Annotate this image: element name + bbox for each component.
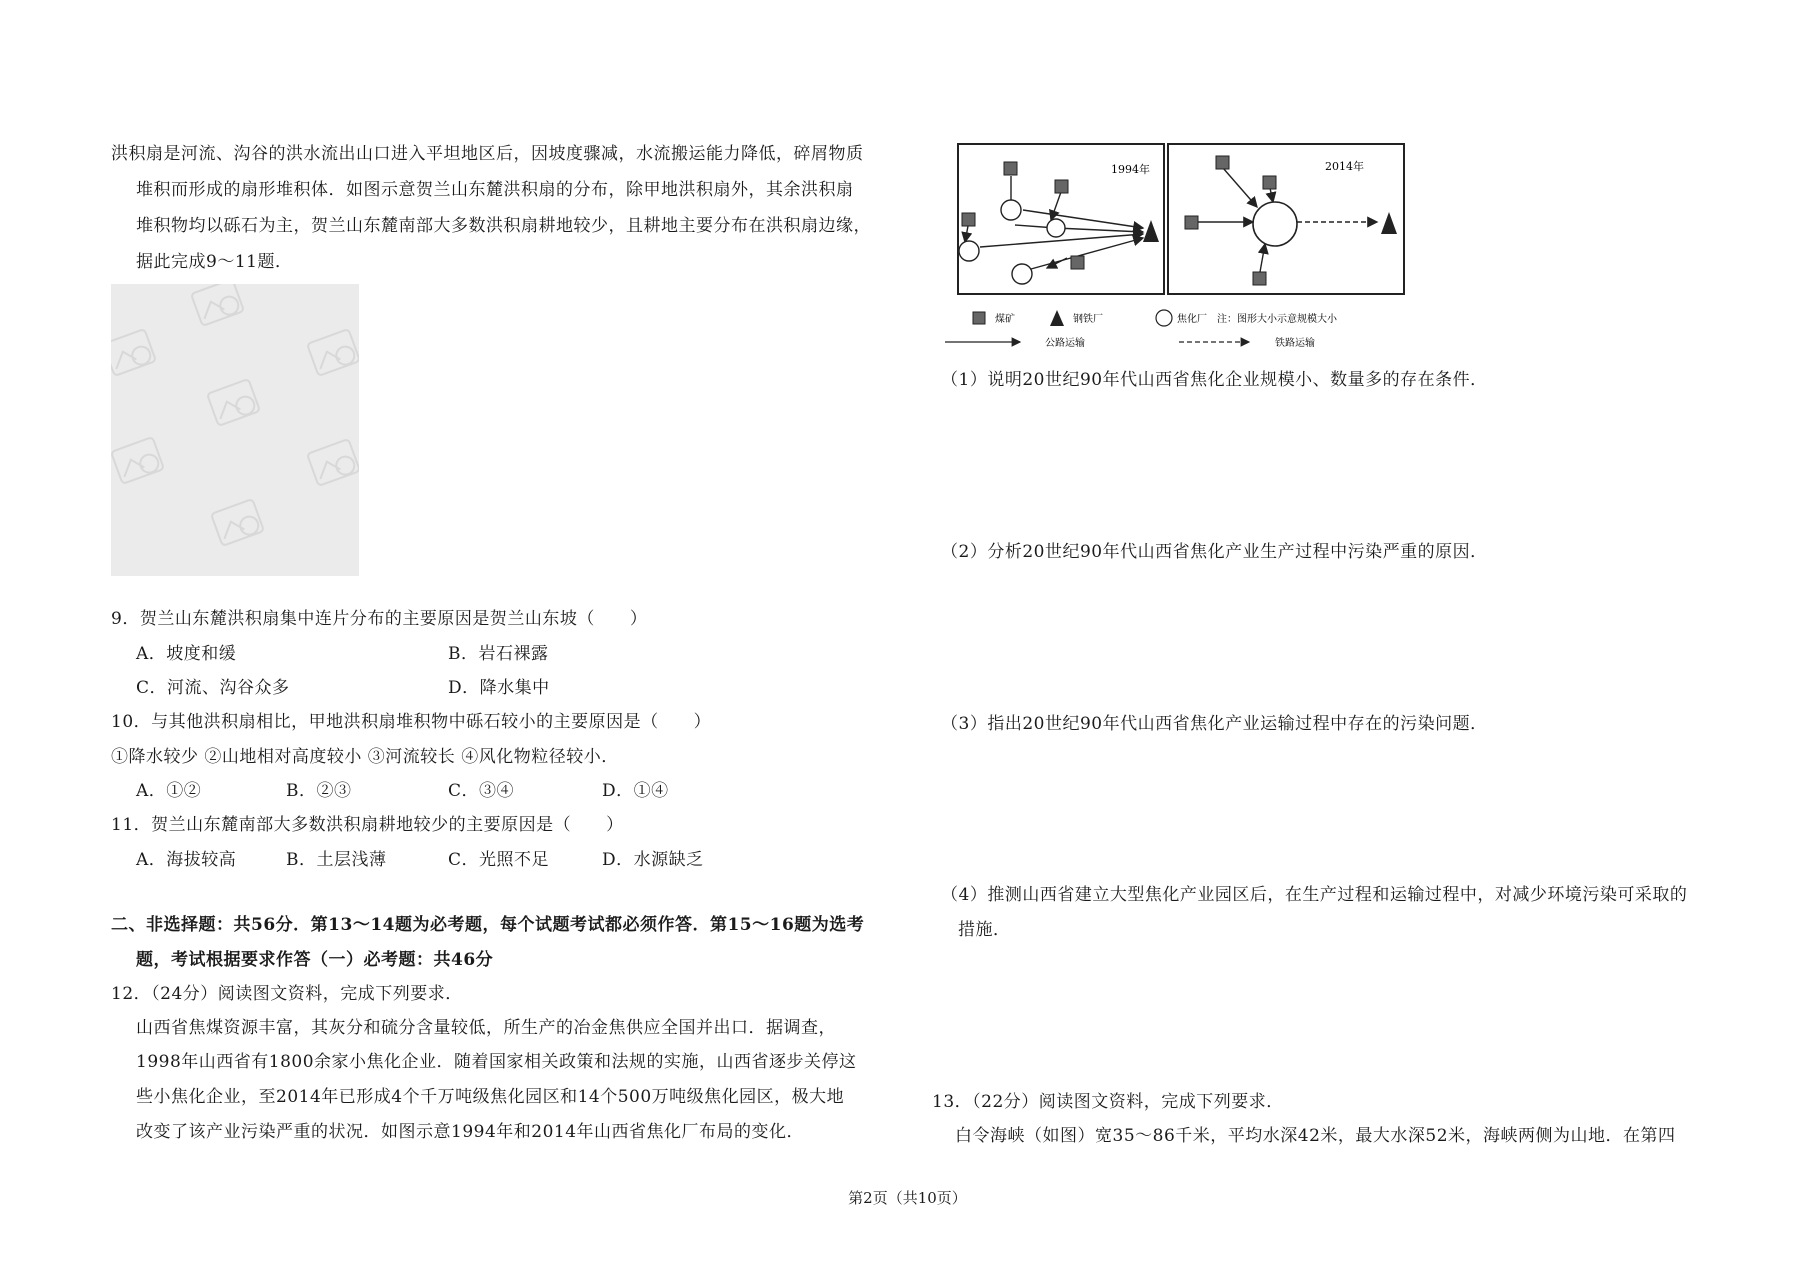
intro-line-2: 堆积而形成的扇形堆积体．如图示意贺兰山东麓洪积扇的分布，除甲地洪积扇外，其余洪积扇 <box>136 180 854 200</box>
q9-stem: 9．贺兰山东麓洪积扇集中连片分布的主要原因是贺兰山东坡（ ） <box>111 609 648 629</box>
legend-rail-label: 铁路运输 <box>1275 338 1315 349</box>
q12-text-line-4: 改变了该产业污染严重的状况．如图示意1994年和2014年山西省焦化厂布局的变化． <box>136 1122 805 1142</box>
q12-sub4-line-1: （4）推测山西省建立大型焦化产业园区后，在生产过程和运输过程中，对减少环境污染可采取的 <box>941 885 1688 905</box>
panel-2014-year: 2014年 <box>1325 160 1364 173</box>
q9-option-c: C．河流、沟谷众多 <box>136 678 290 698</box>
road-arrow <box>965 226 968 242</box>
road-arrow <box>1056 228 1143 232</box>
q12-text-line-1: 山西省焦煤资源丰富，其灰分和硫分含量较低，所生产的冶金焦供应全国并出口．据调查， <box>136 1018 836 1038</box>
coking-plant-icon <box>1047 219 1065 237</box>
road-arrow <box>1023 210 1143 228</box>
steel-plant-icon <box>1381 212 1397 234</box>
q9-option-d: D．降水集中 <box>448 678 550 698</box>
coal-mine-icon <box>1004 162 1017 175</box>
q10-stem: 10．与其他洪积扇相比，甲地洪积扇堆积物中砾石较小的主要原因是（ ） <box>111 712 712 732</box>
coking-plant-icon <box>1001 200 1021 220</box>
coking-park-icon <box>1253 202 1297 246</box>
legend-road-label: 公路运输 <box>1045 338 1085 349</box>
q12-text-line-2: 1998年山西省有1800余家小焦化企业．随着国家相关政策和法规的实施，山西省逐步关停这 <box>136 1052 857 1072</box>
coal-mine-icon <box>1216 156 1229 169</box>
legend-coal-label: 煤矿 <box>995 314 1015 325</box>
q10-option-a: A．①② <box>136 781 202 801</box>
coal-mine-icon <box>1185 216 1198 229</box>
coal-mine-icon <box>1253 272 1266 285</box>
panel-1994-year: 1994年 <box>1111 163 1150 176</box>
image-placeholder-icon <box>111 284 359 576</box>
coal-mine-icon <box>1263 176 1276 189</box>
q12-sub4-line-2: 措施． <box>958 920 1011 940</box>
legend-coking-label: 焦化厂 <box>1177 314 1207 325</box>
q11-stem: 11．贺兰山东麓南部大多数洪积扇耕地较少的主要原因是（ ） <box>111 815 624 835</box>
legend-note: 注：图形大小示意规模大小 <box>1217 314 1337 325</box>
road-arrow <box>1260 244 1265 272</box>
page-footer: 第2页（共10页） <box>848 1189 967 1207</box>
q9-option-b: B．岩石裸露 <box>448 644 549 664</box>
coking-plant-icon <box>1012 264 1032 284</box>
coal-mine-icon <box>1071 256 1084 269</box>
intro-line-1: 洪积扇是河流、沟谷的洪水流出山口进入平坦地区后，因坡度骤减，水流搬运能力降低，碎屑物质 <box>111 144 864 164</box>
road-arrow <box>1031 238 1143 269</box>
road-arrow <box>1047 258 1067 268</box>
legend-steel-label: 钢铁厂 <box>1073 314 1103 325</box>
q9-option-a: A．坡度和缓 <box>136 644 237 664</box>
coking-layout-figure <box>935 140 1430 350</box>
image-placeholder <box>111 284 359 576</box>
steel-plant-icon <box>1143 220 1159 242</box>
q12-stem: 12．（24分）阅读图文资料，完成下列要求． <box>111 984 463 1004</box>
legend-coking-icon <box>1156 310 1172 326</box>
q11-option-d: D．水源缺乏 <box>602 850 704 870</box>
q10-option-d: D．①④ <box>602 781 669 801</box>
road-arrow <box>1223 168 1257 207</box>
q11-option-c: C．光照不足 <box>448 850 550 870</box>
legend-steel-icon <box>1050 310 1064 326</box>
section2-heading-line-2: 题，考试根据要求作答（一）必考题：共46分 <box>136 950 494 970</box>
coal-mine-icon <box>1055 180 1068 193</box>
q12-sub3: （3）指出20世纪90年代山西省焦化产业运输过程中存在的污染问题． <box>941 714 1488 734</box>
q12-sub1: （1）说明20世纪90年代山西省焦化企业规模小、数量多的存在条件． <box>941 370 1488 390</box>
q10-option-c: C．③④ <box>448 781 515 801</box>
intro-line-4: 据此完成9～11题． <box>136 252 293 272</box>
q10-choices: ①降水较少 ②山地相对高度较小 ③河流较长 ④风化物粒径较小． <box>111 747 619 767</box>
q11-option-b: B．土层浅薄 <box>286 850 387 870</box>
legend-coal-icon <box>973 312 985 324</box>
section2-heading-line-1: 二、非选择题：共56分．第13～14题为必考题，每个试题考试都必须作答．第15～16题为选考 <box>111 915 865 935</box>
q12-text-line-3: 些小焦化企业，至2014年已形成4个千万吨级焦化园区和14个500万吨级焦化园区，极大地 <box>136 1087 845 1107</box>
q13-text-line-1: 白令海峡（如图）宽35～86千米，平均水深42米，最大水深52米，海峡两侧为山地．在第四 <box>955 1126 1676 1146</box>
coking-plant-icon <box>959 241 979 261</box>
q13-stem: 13．（22分）阅读图文资料，完成下列要求． <box>932 1092 1284 1112</box>
intro-line-3: 堆积物均以砾石为主，贺兰山东麓南部大多数洪积扇耕地较少，且耕地主要分布在洪积扇边缘， <box>136 216 871 236</box>
road-arrow <box>1270 188 1273 202</box>
q10-option-b: B．②③ <box>286 781 352 801</box>
q12-sub2: （2）分析20世纪90年代山西省焦化产业生产过程中污染严重的原因． <box>941 542 1488 562</box>
q11-option-a: A．海拔较高 <box>136 850 237 870</box>
coal-mine-icon <box>962 213 975 226</box>
